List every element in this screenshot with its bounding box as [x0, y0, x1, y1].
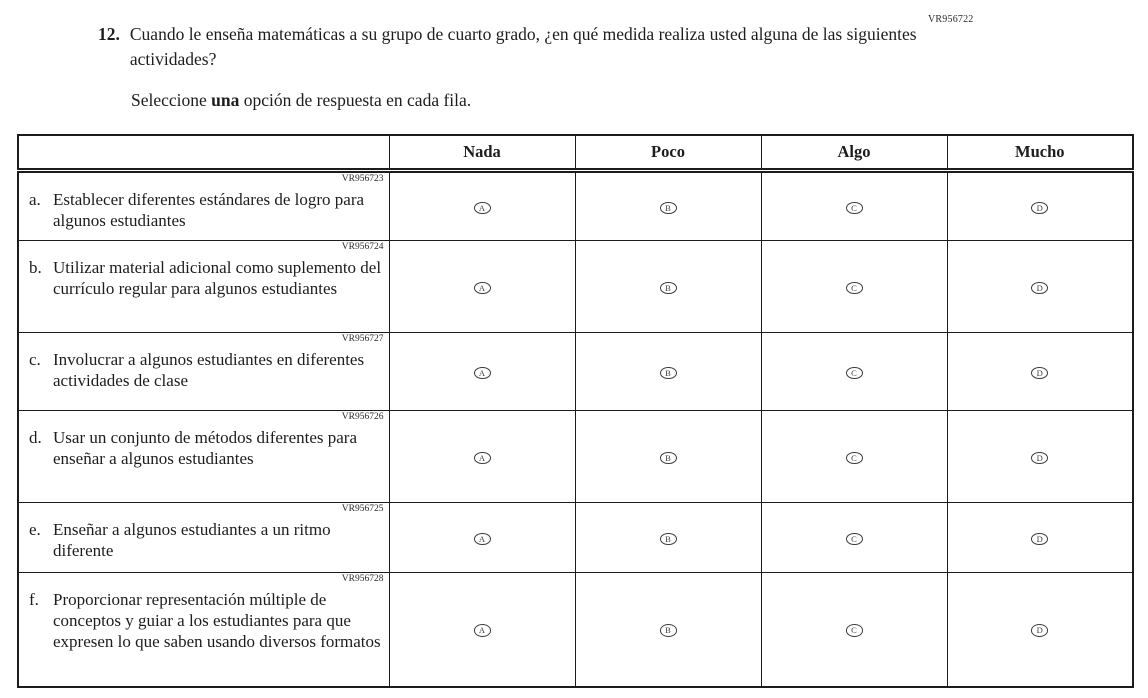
- statement-letter: b.: [29, 258, 42, 277]
- answer-bubble-c[interactable]: [846, 452, 863, 465]
- statement-row-b: [18, 241, 1133, 333]
- answer-bubble-b[interactable]: [660, 624, 677, 637]
- answer-bubble-c[interactable]: [846, 202, 863, 215]
- instruction-bold: una: [211, 90, 240, 110]
- column-header-nada: Nada: [389, 135, 575, 171]
- bubble-letter: C: [851, 282, 857, 293]
- answer-bubble-a[interactable]: [474, 533, 491, 546]
- bubble-letter: C: [851, 452, 857, 463]
- header-row: [18, 135, 1133, 171]
- bubble-letter: A: [478, 533, 486, 544]
- bubble-letter: A: [478, 367, 486, 378]
- answer-bubble-c[interactable]: [846, 282, 863, 295]
- question-block: [98, 22, 920, 73]
- column-header-algo: Algo: [761, 135, 947, 171]
- response-matrix-table: [17, 134, 1134, 688]
- answer-cell-mucho: [947, 241, 1133, 333]
- statement-letter: e.: [29, 520, 41, 539]
- statement-text: Proporcionar representación múltiple de conceptos y guiar a los estudiantes para que expresen lo que saben usando diversos formatos: [53, 590, 381, 652]
- answer-cell-poco: [575, 573, 761, 687]
- statement-letter: f.: [29, 590, 39, 609]
- answer-cell-poco: [575, 503, 761, 573]
- bubble-letter: A: [478, 452, 486, 463]
- column-header-poco: Poco: [575, 135, 761, 171]
- statement-cell: [18, 171, 389, 241]
- instruction-post: opción de respuesta en cada fila.: [239, 90, 472, 110]
- question-text: Cuando le enseña matemáticas a su grupo de cuarto grado, ¿en qué medida realiza usted alguna de las siguientes actividades?: [129, 24, 917, 70]
- answer-bubble-b[interactable]: [660, 367, 677, 380]
- bubble-letter: B: [665, 367, 671, 378]
- answer-cell-poco: [575, 411, 761, 503]
- bubble-letter: B: [665, 625, 671, 636]
- bubble-letter: C: [851, 533, 857, 544]
- statement-row-c: [18, 333, 1133, 411]
- answer-bubble-c[interactable]: [846, 624, 863, 637]
- answer-bubble-b[interactable]: [660, 282, 677, 295]
- bubble-letter: C: [851, 625, 857, 636]
- answer-cell-algo: [761, 573, 947, 687]
- instruction-pre: Seleccione: [131, 90, 212, 110]
- bubble-letter: D: [1036, 533, 1043, 544]
- answer-bubble-a[interactable]: [474, 282, 491, 295]
- answer-bubble-a[interactable]: [474, 624, 491, 637]
- answer-bubble-a[interactable]: [474, 367, 491, 380]
- bubble-letter: D: [1036, 625, 1043, 636]
- statement-row-f: [18, 573, 1133, 687]
- answer-bubble-a[interactable]: [474, 452, 491, 465]
- answer-cell-algo: [761, 241, 947, 333]
- statement-text: Establecer diferentes estándares de logro para algunos estudiantes: [53, 190, 365, 231]
- question-number: 12.: [98, 24, 120, 44]
- answer-cell-algo: [761, 503, 947, 573]
- answer-cell-nada: [389, 411, 575, 503]
- answer-cell-nada: [389, 171, 575, 241]
- column-header-mucho: Mucho: [947, 135, 1133, 171]
- bubble-letter: D: [1036, 367, 1043, 378]
- answer-cell-nada: [389, 241, 575, 333]
- answer-cell-algo: [761, 411, 947, 503]
- bubble-letter: B: [665, 533, 671, 544]
- bubble-letter: B: [665, 452, 671, 463]
- statement-row-a: [18, 171, 1133, 241]
- bubble-letter: C: [851, 202, 857, 213]
- answer-bubble-b[interactable]: [660, 452, 677, 465]
- bubble-letter: B: [665, 282, 671, 293]
- statement-code: VR956727: [341, 334, 384, 344]
- answer-bubble-b[interactable]: [660, 202, 677, 215]
- answer-cell-nada: [389, 573, 575, 687]
- bubble-letter: A: [478, 625, 486, 636]
- bubble-letter: D: [1036, 452, 1043, 463]
- statement-letter: d.: [29, 428, 42, 447]
- statement-code: VR956724: [341, 242, 384, 252]
- bubble-letter: D: [1036, 282, 1043, 293]
- statement-row-d: [18, 411, 1133, 503]
- answer-cell-poco: [575, 241, 761, 333]
- answer-cell-mucho: [947, 573, 1133, 687]
- statement-code: VR956726: [341, 412, 384, 422]
- answer-cell-mucho: [947, 411, 1133, 503]
- statement-text: Enseñar a algunos estudiantes a un ritmo diferente: [53, 520, 331, 561]
- statement-column-header: [18, 135, 389, 171]
- answer-cell-poco: [575, 171, 761, 241]
- answer-bubble-d[interactable]: [1031, 452, 1048, 465]
- bubble-letter: A: [478, 202, 486, 213]
- answer-cell-mucho: [947, 171, 1133, 241]
- answer-bubble-b[interactable]: [660, 533, 677, 546]
- form-code: VR956722: [928, 14, 974, 25]
- statement-cell: [18, 411, 389, 503]
- statement-cell: [18, 333, 389, 411]
- question-instruction: [131, 88, 471, 113]
- statement-text: Usar un conjunto de métodos diferentes para enseñar a algunos estudiantes: [53, 428, 358, 469]
- answer-bubble-c[interactable]: [846, 533, 863, 546]
- answer-cell-algo: [761, 333, 947, 411]
- statement-text: Utilizar material adicional como suplemento del currículo regular para algunos estudiantes: [53, 258, 382, 299]
- statement-cell: [18, 241, 389, 333]
- statement-letter: c.: [29, 350, 41, 369]
- answer-bubble-d[interactable]: [1031, 367, 1048, 380]
- answer-bubble-d[interactable]: [1031, 533, 1048, 546]
- answer-bubble-d[interactable]: [1031, 624, 1048, 637]
- answer-cell-mucho: [947, 333, 1133, 411]
- statement-code: VR956728: [341, 574, 384, 584]
- answer-cell-nada: [389, 333, 575, 411]
- statement-letter: a.: [29, 190, 41, 209]
- statement-row-e: [18, 503, 1133, 573]
- statement-cell: [18, 503, 389, 573]
- bubble-letter: C: [851, 367, 857, 378]
- bubble-letter: B: [665, 202, 671, 213]
- answer-cell-algo: [761, 171, 947, 241]
- answer-bubble-d[interactable]: [1031, 202, 1048, 215]
- answer-cell-mucho: [947, 503, 1133, 573]
- answer-bubble-a[interactable]: [474, 202, 491, 215]
- statement-code: VR956723: [341, 174, 384, 184]
- statement-code: VR956725: [341, 504, 384, 514]
- answer-cell-poco: [575, 333, 761, 411]
- bubble-letter: A: [478, 282, 486, 293]
- statement-text: Involucrar a algunos estudiantes en diferentes actividades de clase: [53, 350, 365, 391]
- bubble-letter: D: [1036, 202, 1043, 213]
- answer-bubble-c[interactable]: [846, 367, 863, 380]
- answer-bubble-d[interactable]: [1031, 282, 1048, 295]
- answer-cell-nada: [389, 503, 575, 573]
- statement-cell: [18, 573, 389, 687]
